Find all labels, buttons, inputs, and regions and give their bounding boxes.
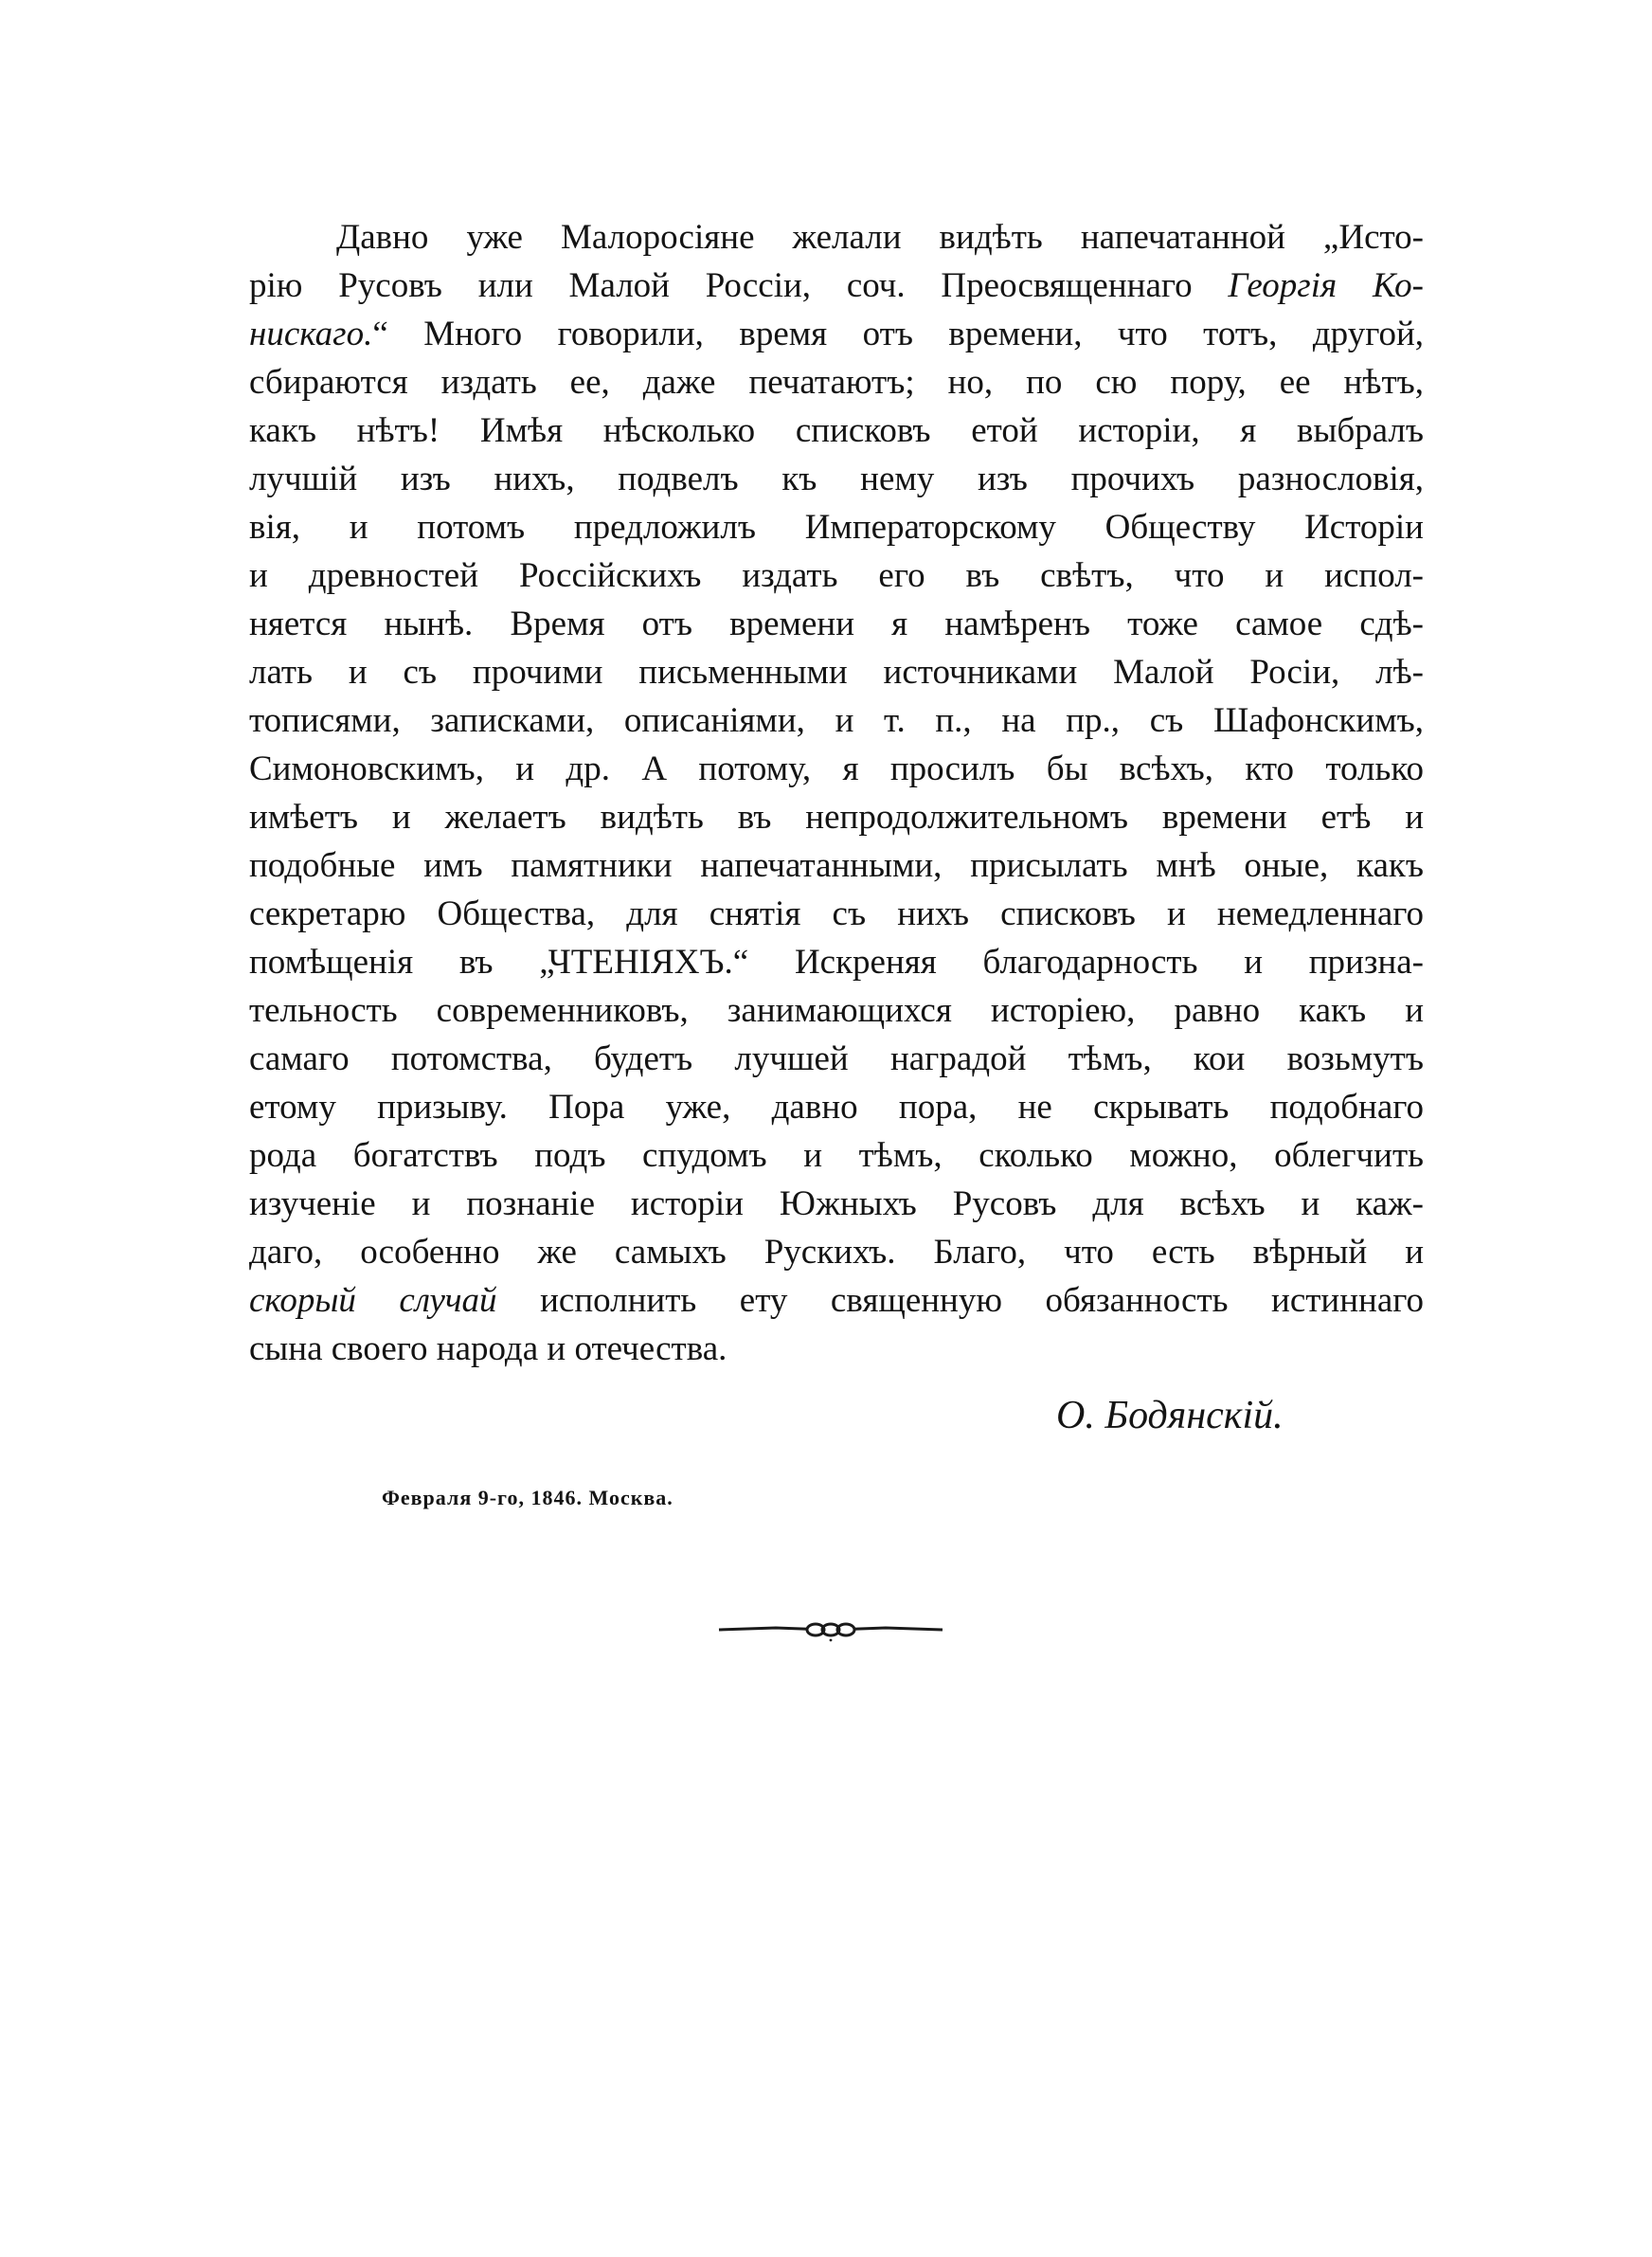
text-run: “ Много говорили, время отъ времени, что тотъ, другой,	[372, 315, 1424, 353]
text-line	[249, 503, 1424, 551]
text-line	[249, 262, 1424, 310]
text-run: Давно уже Малоросіяне желали видѣть напечатанной „Исто-	[336, 218, 1424, 257]
text-line	[249, 455, 1424, 503]
text-run: какъ нѣтъ! Имѣя нѣсколько списковъ етой исторіи, я выбралъ	[249, 411, 1424, 450]
italic-text-run: нискаго.	[249, 315, 373, 353]
italic-text-run: скорый случай	[249, 1281, 497, 1320]
text-run: даго, особенно же самыхъ Рускихъ. Благо, что есть вѣрный и	[249, 1233, 1424, 1272]
text-run: рода богатствъ подъ спудомъ и тѣмъ, сколько можно, облегчить	[249, 1136, 1424, 1175]
text-line	[249, 841, 1424, 890]
text-run: подобные имъ памятники напечатанными, присылать мнѣ оные, какъ	[249, 846, 1424, 885]
decorative-rule-ornament-icon	[717, 1617, 944, 1642]
text-run: секретарю Общества, для снятія съ нихъ списковъ и немедленнаго	[249, 894, 1424, 933]
text-run: самаго потомства, будетъ лучшей наградой тѣмъ, кои возьмутъ	[249, 1039, 1424, 1078]
text-line	[249, 1180, 1424, 1228]
ornament-left-rule	[719, 1628, 808, 1630]
ornament-right-rule	[853, 1628, 943, 1630]
text-run: сбираются издать ее, даже печатаютъ; но, по сю пору, ее нѣтъ,	[249, 363, 1424, 402]
text-line	[249, 1276, 1424, 1325]
text-line	[249, 551, 1424, 600]
dateline: Февраля 9-го, 1846. Москва.	[382, 1486, 673, 1509]
text-run: помѣщенія въ „ЧТЕНІЯХЪ.“ Искреняя благодарность и призна-	[249, 943, 1424, 982]
ornament-dot	[830, 1639, 833, 1642]
text-line	[249, 986, 1424, 1035]
text-run: тописями, записками, описаніями, и т. п., на пр., съ Шафонскимъ,	[249, 701, 1424, 740]
text-run: рію Русовъ или Малой Россіи, соч. Преосвященнаго	[249, 266, 1229, 305]
text-line	[249, 1325, 1424, 1373]
text-run: лать и съ прочими письменными источниками Малой Росіи, лѣ-	[249, 653, 1424, 692]
text-run: сына своего народа и отечества.	[249, 1329, 727, 1368]
text-line	[249, 600, 1424, 648]
text-run: няется нынѣ. Время отъ времени я намѣренъ тоже самое сдѣ-	[249, 605, 1424, 643]
author-signature: О. Бодянскій.	[1056, 1394, 1284, 1437]
text-line	[249, 696, 1424, 745]
text-line	[249, 310, 1424, 358]
text-line	[249, 1131, 1424, 1180]
text-run: вія, и потомъ предложилъ Императорскому Обществу Исторіи	[249, 508, 1424, 547]
text-run: Симоновскимъ, и др. А потому, я просилъ бы всѣхъ, кто только	[249, 749, 1424, 788]
text-line	[249, 793, 1424, 841]
text-run: изученіе и познаніе исторіи Южныхъ Русовъ для всѣхъ и каж-	[249, 1184, 1424, 1223]
text-run: и древностей Россійскихъ издать его въ свѣтъ, что и испол-	[249, 556, 1424, 595]
text-line	[249, 1228, 1424, 1276]
text-line	[249, 213, 1424, 262]
text-line	[249, 358, 1424, 406]
text-line	[249, 745, 1424, 793]
italic-text-run: Георгія Ко-	[1228, 266, 1424, 305]
text-line	[249, 1083, 1424, 1131]
text-run: лучшій изъ нихъ, подвелъ къ нему изъ прочихъ разнословія,	[249, 460, 1424, 498]
text-run: исполнить ету священную обязанность истиннаго	[496, 1281, 1424, 1320]
text-line	[249, 406, 1424, 455]
text-run: тельность современниковъ, занимающихся исторіею, равно какъ и	[249, 991, 1424, 1030]
text-line	[249, 648, 1424, 696]
text-line	[249, 890, 1424, 938]
foreword-paragraph	[249, 213, 1424, 1373]
text-line	[249, 1035, 1424, 1083]
text-line	[249, 938, 1424, 986]
text-run: етому призыву. Пора уже, давно пора, не скрывать подобнаго	[249, 1088, 1424, 1127]
text-run: имѣетъ и желаетъ видѣть въ непродолжительномъ времени етѣ и	[249, 798, 1424, 837]
